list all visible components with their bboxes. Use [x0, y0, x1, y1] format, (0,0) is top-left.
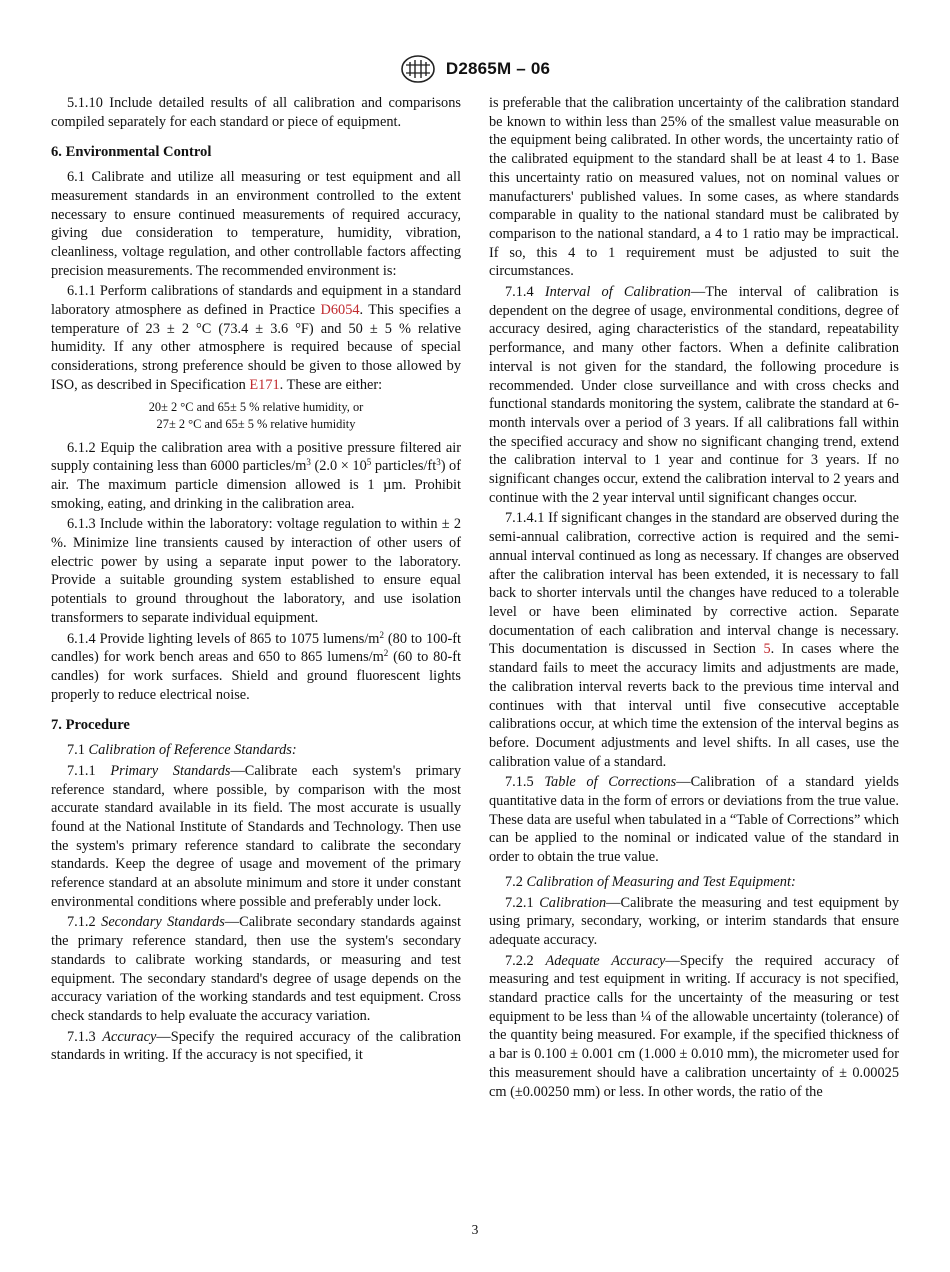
- paragraph-6-1-2: 6.1.2 Equip the calibration area with a positive pressure filtered air supply containing less than 6000 particles/$m^3$ ($2.0 \times 10^5$ particles/$ft^3$) of air. The maximum particle dimension allowed is 1 µm. Prohibit smoking, eating, and drinking in the calibration area.: [51, 439, 461, 512]
- section-7-heading: 7. Procedure: [51, 717, 130, 734]
- paragraph-7-2-1: 7.2.1 Calibration—Calibrate the measuring and test equipment by using primary, secondary, working, or interim standards that ensure adequate accuracy.: [489, 894, 899, 948]
- paragraph-7-1-3: 7.1.3 Accuracy—Specify the required accuracy of the calibration standards in writing. If the accuracy is not specified, it: [51, 1028, 461, 1064]
- astm-logo-icon: [400, 54, 436, 84]
- ref-e171-link[interactable]: E171: [249, 376, 280, 393]
- section-6-heading: 6. Environmental Control: [51, 144, 212, 161]
- ref-section-5-link[interactable]: 5: [763, 641, 771, 658]
- atmosphere-equation-1: 20± 2 °C and 65± 5 % relative humidity, or: [148, 399, 364, 414]
- paragraph-7-1-4-1: 7.1.4.1 If significant changes in the standard are observed during the semi-annual calibration, corrective action is required and the semi-annual interval continued as long as necessary. If changes are observed after the calibration interval has been extended, it is necessary to fall back to shorter intervals until the changes have reduced to a tolerable level or have been eliminated by corrective action. Separate documentation of each calibration and interval change is necessary. This documentation is discussed in Section 5. In cases where the standard fails to meet the accuracy limits and adjustments are made, the calibration interval reverts back to the previous time interval and continues with that interval until five consecutive acceptable calibrations occur, at which time the extension of the interval begins as before. Document adjustments and level shifts. In all cases, use the calibration value of a standard.: [489, 510, 899, 770]
- paragraph-6-1-3: 6.1.3 Include within the laboratory: voltage regulation to within ± 2 %. Minimize line transients caused by interaction of other users of electric power by using a separate input power to the laboratory. Provide a suitable grounding system established to ensure equal potentials to ground throughout the laboratory, and use isolation transformers to separate individual equipment.: [51, 516, 461, 626]
- paragraph-7-2: 7.2 Calibration of Measuring and Test Equipment:: [505, 873, 796, 890]
- paragraph-7-1: 7.1 Calibration of Reference Standards:: [67, 742, 297, 759]
- paragraph-6-1: 6.1 Calibrate and utilize all measuring or test equipment and all measurement standards in an environment controlled to the extent necessary to ensure continued measurements of required accuracy, giving due consideration to temperature, humidity, vibration, cleanliness, voltage regulation, and other controllable factors affecting precision measurements. The recommended environment is:: [51, 169, 461, 279]
- paragraph-7-1-5: 7.1.5 Table of Corrections—Calibration of a standard yields quantitative data in the form of errors or deviations from the true value. These data are useful when tabulated in a “Table of Corrections” which can be applied to the nominal or indicated value of the standard in order to obtain the true value.: [489, 774, 900, 866]
- right-column: [489, 94, 899, 1103]
- page-number: 3: [471, 1222, 479, 1237]
- paragraph-7-1-1: 7.1.1 Primary Standards—Calibrate each system's primary reference standard, where possible, by comparison with the most accurate standard available in its field. The most accurate is usually found at the National Institute of Standards and Technology. Then use the system's primary reference standard to calibrate the secondary standards. Keep the degree of usage and movement of the primary reference standard at an absolute minimum and store it under constant environmental conditions where possible and preferably under lock.: [51, 762, 461, 910]
- paragraph-6-1-4: 6.1.4 Provide lighting levels of 865 to 1075 lumens/$m^2$ (80 to 100-ft candles) for work bench areas and 650 to 865 lumens/$m^2$ (60 to 80-ft candles) for work surfaces. Shield and ground fluorescent lights properly to reduce electrical noise.: [51, 629, 461, 703]
- left-column: [51, 94, 461, 1067]
- paragraph-7-2-2: 7.2.2 Adequate Accuracy—Specify the required accuracy of measuring and test equipment in writing. If accuracy is not specified, standard practice calls for the uncertainty of the measuring or test equipment to be less than ¼ of the allowable uncertainty (tolerance) of the quantity being measured. For example, if the specified thickness of a bar is 0.100 ± 0.001 cm (1.000 ± 0.010 mm), the micrometer used for this measurement should have a calibration uncertainty of ± 0.00025 cm (±0.00250 mm) or less. In other words, the ratio of the: [489, 952, 899, 1100]
- paragraph-7-1-3-continued: is preferable that the calibration uncertainty of the calibration standard be known to within less than 25% of the smallest value measurable on the equipment being calibrated. In other words, the uncertainty ratio of the calibrated equipment to the standard shall be at least 4 to 1. Base this uncertainty ratio on measured values, not on nominal values or manufacturers' published values. In some cases, as where standards comparable in quality to the national standard must be calibrated by comparison to the national standard, a 4 to 1 ratio may be impractical. If so, this 4 to 1 requirement must be adjusted to suit the circumstances.: [489, 95, 899, 280]
- paragraph-7-1-4: 7.1.4 Interval of Calibration—The interval of calibration is dependent on the degree of usage, environmental conditions, degree of accuracy desired, aging characteristics of the standard, repeatability performance, and many other factors. When a definite calibration interval is not given for the standard, the following procedure is recommended. Under close surveillance and with cross checks and functional standards monitoring the system, calibrate the standard at 6-month intervals over a period of 3 years. If all calibrations fall within the specified accuracy and show no significant changing trend, extend the calibration interval to 1 year and continue for 3 years. If no significant changes occur, extend the calibration interval to 2 years and continue with the 2 year interval until significant changes occur.: [489, 284, 899, 506]
- document-designation: D2865M – 06: [445, 59, 551, 78]
- paragraph-6-1-1: 6.1.1 Perform calibrations of standards and equipment in a standard laboratory atmosphere as defined in Practice D6054. This specifies a temperature of 23 ± 2 °C (73.4 ± 3.6 °F) and 50 ± 5 % relative humidity. If any other atmosphere is required because of special considerations, strong preference should be given to those allowed by ISO, as described in Specification E171. These are either:: [51, 283, 461, 393]
- ref-d6054-link[interactable]: D6054: [320, 302, 360, 319]
- paragraph-5-1-10: 5.1.10 Include detailed results of all calibration and comparisons compiled separately for each standard or piece of equipment.: [51, 95, 461, 130]
- paragraph-7-1-2: 7.1.2 Secondary Standards—Calibrate secondary standards against the primary reference standard, then use the system's secondary standards to calibrate working standards, or measuring and test equipment. The secondary standard's degree of usage depends on the accuracy variation of the working standards and test equipment. Cross check standards to help evaluate the accuracy variation.: [51, 914, 461, 1024]
- page-header: [0, 54, 950, 84]
- atmosphere-equation-2: 27± 2 °C and 65± 5 % relative humidity: [156, 416, 356, 431]
